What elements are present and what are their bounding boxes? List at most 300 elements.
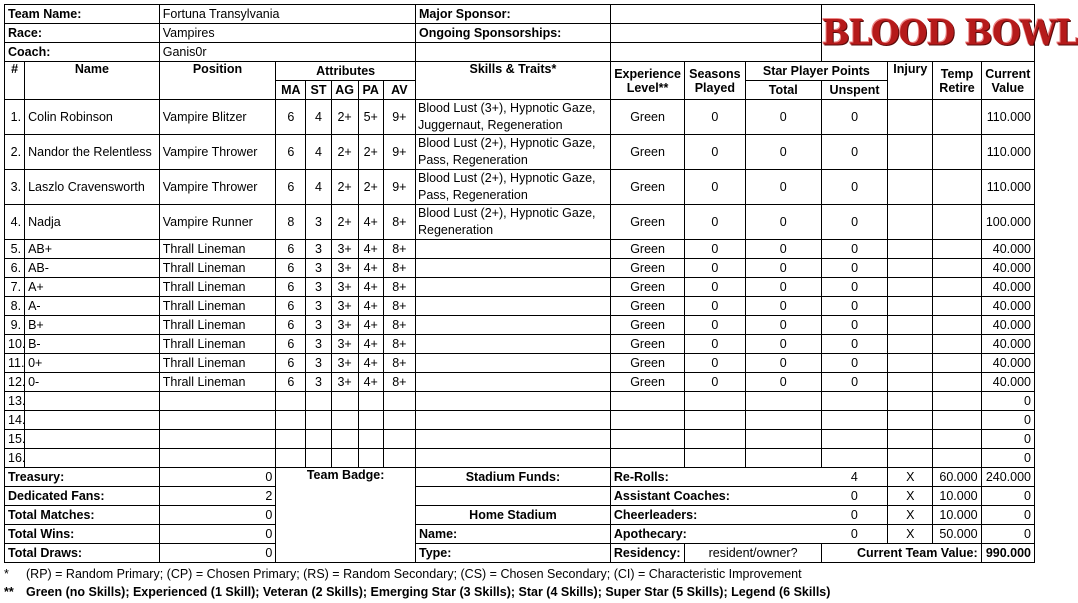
- player-spp-unspent[interactable]: 0: [821, 373, 887, 392]
- player-num: 4.: [5, 205, 25, 240]
- player-ag[interactable]: 3+: [331, 335, 358, 354]
- player-name[interactable]: Nadja: [25, 205, 160, 240]
- player-injury[interactable]: [888, 392, 933, 411]
- player-st[interactable]: 3: [306, 354, 331, 373]
- asst-coaches-label: Assistant Coaches:: [610, 487, 821, 506]
- player-experience[interactable]: Green: [610, 170, 684, 205]
- player-name[interactable]: 0+: [25, 354, 160, 373]
- player-st[interactable]: [306, 411, 331, 430]
- player-av[interactable]: [383, 411, 415, 430]
- player-st[interactable]: 3: [306, 240, 331, 259]
- player-spp-total[interactable]: 0: [745, 278, 821, 297]
- player-ma[interactable]: 6: [276, 373, 306, 392]
- player-av[interactable]: 9+: [383, 170, 415, 205]
- stadium-name-label: Name:: [415, 525, 610, 544]
- player-skills[interactable]: [415, 259, 610, 278]
- player-pa[interactable]: [358, 430, 383, 449]
- player-ma[interactable]: 6: [276, 297, 306, 316]
- player-spp-unspent[interactable]: [821, 449, 887, 468]
- player-seasons[interactable]: 0: [685, 335, 745, 354]
- player-injury[interactable]: [888, 297, 933, 316]
- player-ma[interactable]: [276, 449, 306, 468]
- col-av: AV: [383, 81, 415, 100]
- player-ma[interactable]: 6: [276, 316, 306, 335]
- player-spp-unspent[interactable]: 0: [821, 278, 887, 297]
- player-spp-total[interactable]: [745, 392, 821, 411]
- table-row: [5, 170, 1035, 205]
- player-name[interactable]: AB+: [25, 240, 160, 259]
- player-num: 8.: [5, 297, 25, 316]
- table-row: [5, 205, 1035, 240]
- player-ag[interactable]: 2+: [331, 205, 358, 240]
- player-skills[interactable]: [415, 411, 610, 430]
- player-temp-retire[interactable]: [933, 411, 981, 430]
- col-ag: AG: [331, 81, 358, 100]
- player-position[interactable]: Thrall Lineman: [159, 335, 276, 354]
- player-pa[interactable]: 4+: [358, 335, 383, 354]
- total-wins-value[interactable]: 0: [159, 525, 276, 544]
- player-ma[interactable]: 8: [276, 205, 306, 240]
- player-av[interactable]: 8+: [383, 259, 415, 278]
- player-ma[interactable]: 6: [276, 135, 306, 170]
- player-value[interactable]: 40.000: [981, 259, 1034, 278]
- player-spp-unspent[interactable]: 0: [821, 135, 887, 170]
- player-position[interactable]: Thrall Lineman: [159, 354, 276, 373]
- player-st[interactable]: 3: [306, 278, 331, 297]
- player-seasons[interactable]: 0: [685, 240, 745, 259]
- player-av[interactable]: [383, 449, 415, 468]
- rerolls-qty[interactable]: 4: [821, 468, 887, 487]
- player-num: 2.: [5, 135, 25, 170]
- player-name[interactable]: AB-: [25, 259, 160, 278]
- player-injury[interactable]: [888, 430, 933, 449]
- player-skills[interactable]: [415, 392, 610, 411]
- player-injury[interactable]: [888, 240, 933, 259]
- player-experience[interactable]: Green: [610, 335, 684, 354]
- player-experience[interactable]: [610, 392, 684, 411]
- player-name[interactable]: A+: [25, 278, 160, 297]
- player-value[interactable]: 110.000: [981, 100, 1034, 135]
- player-spp-unspent[interactable]: 0: [821, 354, 887, 373]
- player-num: 11.: [5, 354, 25, 373]
- player-st[interactable]: [306, 392, 331, 411]
- table-row: [5, 316, 1035, 335]
- player-spp-total[interactable]: [745, 449, 821, 468]
- player-ag[interactable]: 3+: [331, 354, 358, 373]
- player-st[interactable]: 3: [306, 259, 331, 278]
- player-temp-retire[interactable]: [933, 135, 981, 170]
- player-temp-retire[interactable]: [933, 354, 981, 373]
- player-seasons[interactable]: 0: [685, 135, 745, 170]
- player-num: 13.: [5, 392, 25, 411]
- note-skills-text: (RP) = Random Primary; (CP) = Chosen Primary; (RS) = Random Secondary; (CS) = Chosen Secondary; (CI) = Characteristic Improvement: [26, 567, 802, 581]
- player-av[interactable]: 9+: [383, 100, 415, 135]
- player-spp-unspent[interactable]: [821, 430, 887, 449]
- stadium-funds-label: Stadium Funds:: [415, 468, 610, 487]
- residency-value[interactable]: resident/owner?: [685, 544, 822, 563]
- player-name[interactable]: Nandor the Relentless: [25, 135, 160, 170]
- dedicated-fans-label: Dedicated Fans:: [5, 487, 160, 506]
- player-seasons[interactable]: 0: [685, 354, 745, 373]
- player-temp-retire[interactable]: [933, 373, 981, 392]
- col-st: ST: [306, 81, 331, 100]
- player-position[interactable]: [159, 449, 276, 468]
- player-pa[interactable]: 4+: [358, 240, 383, 259]
- player-num: 3.: [5, 170, 25, 205]
- player-temp-retire[interactable]: [933, 205, 981, 240]
- player-position[interactable]: Thrall Lineman: [159, 316, 276, 335]
- player-skills[interactable]: [415, 278, 610, 297]
- player-injury[interactable]: [888, 373, 933, 392]
- major-sponsor-value[interactable]: [610, 5, 821, 24]
- col-skills: Skills & Traits*: [415, 62, 610, 100]
- col-seasons-line1: Seasons: [689, 66, 741, 81]
- player-name[interactable]: [25, 411, 160, 430]
- total-draws-value[interactable]: 0: [159, 544, 276, 563]
- player-value[interactable]: 40.000: [981, 240, 1034, 259]
- player-position[interactable]: Vampire Runner: [159, 205, 276, 240]
- player-ma[interactable]: [276, 392, 306, 411]
- player-position[interactable]: Thrall Lineman: [159, 278, 276, 297]
- player-pa[interactable]: 4+: [358, 354, 383, 373]
- player-spp-total[interactable]: [745, 411, 821, 430]
- residency-label: Residency:: [610, 544, 684, 563]
- player-experience[interactable]: Green: [610, 135, 684, 170]
- player-name[interactable]: [25, 430, 160, 449]
- player-experience[interactable]: Green: [610, 278, 684, 297]
- player-name[interactable]: B-: [25, 335, 160, 354]
- ongoing-sponsorships-value[interactable]: [610, 24, 821, 43]
- col-experience-line1: Experience: [614, 66, 681, 81]
- player-pa[interactable]: 4+: [358, 278, 383, 297]
- player-spp-total[interactable]: 0: [745, 170, 821, 205]
- player-spp-total[interactable]: [745, 430, 821, 449]
- player-name[interactable]: A-: [25, 297, 160, 316]
- player-ag[interactable]: [331, 411, 358, 430]
- player-seasons[interactable]: 0: [685, 316, 745, 335]
- player-name[interactable]: B+: [25, 316, 160, 335]
- player-position[interactable]: Vampire Thrower: [159, 135, 276, 170]
- player-position[interactable]: Vampire Thrower: [159, 170, 276, 205]
- player-spp-unspent[interactable]: 0: [821, 205, 887, 240]
- table-row: [5, 297, 1035, 316]
- table-row: [5, 240, 1035, 259]
- player-ag[interactable]: 3+: [331, 259, 358, 278]
- col-seasons: [685, 62, 745, 100]
- player-ma[interactable]: 6: [276, 335, 306, 354]
- apothecary-qty[interactable]: 0: [821, 525, 887, 544]
- player-av[interactable]: 9+: [383, 135, 415, 170]
- player-spp-total[interactable]: 0: [745, 354, 821, 373]
- player-experience[interactable]: Green: [610, 205, 684, 240]
- player-injury[interactable]: [888, 316, 933, 335]
- total-matches-value[interactable]: 0: [159, 506, 276, 525]
- player-num: 10.: [5, 335, 25, 354]
- race-value[interactable]: Vampires: [159, 24, 415, 43]
- player-st[interactable]: 4: [306, 135, 331, 170]
- player-skills[interactable]: [415, 430, 610, 449]
- player-pa[interactable]: [358, 411, 383, 430]
- player-spp-total[interactable]: 0: [745, 373, 821, 392]
- player-pa[interactable]: 5+: [358, 100, 383, 135]
- player-temp-retire[interactable]: [933, 278, 981, 297]
- player-ma[interactable]: 6: [276, 170, 306, 205]
- player-temp-retire[interactable]: [933, 335, 981, 354]
- team-badge-box[interactable]: [276, 468, 416, 563]
- player-seasons[interactable]: 0: [685, 278, 745, 297]
- team-badge-label: Team Badge:: [306, 468, 385, 482]
- player-skills[interactable]: [415, 373, 610, 392]
- player-experience[interactable]: Green: [610, 297, 684, 316]
- player-name[interactable]: [25, 449, 160, 468]
- player-skills[interactable]: [415, 297, 610, 316]
- player-value[interactable]: 40.000: [981, 278, 1034, 297]
- player-st[interactable]: 4: [306, 170, 331, 205]
- treasury-value[interactable]: 0: [159, 468, 276, 487]
- player-skills[interactable]: [415, 316, 610, 335]
- player-av[interactable]: 8+: [383, 278, 415, 297]
- player-experience[interactable]: [610, 430, 684, 449]
- player-seasons[interactable]: [685, 411, 745, 430]
- cheerleaders-qty[interactable]: 0: [821, 506, 887, 525]
- team-name-label: Team Name:: [5, 5, 160, 24]
- player-temp-retire[interactable]: [933, 100, 981, 135]
- player-skills[interactable]: [415, 240, 610, 259]
- player-spp-total[interactable]: 0: [745, 335, 821, 354]
- player-ag[interactable]: 3+: [331, 240, 358, 259]
- player-seasons[interactable]: 0: [685, 373, 745, 392]
- asst-coaches-qty[interactable]: 0: [821, 487, 887, 506]
- player-st[interactable]: 3: [306, 205, 331, 240]
- dedicated-fans-value[interactable]: 2: [159, 487, 276, 506]
- player-st[interactable]: [306, 449, 331, 468]
- player-spp-unspent[interactable]: 0: [821, 297, 887, 316]
- player-position[interactable]: [159, 430, 276, 449]
- player-pa[interactable]: 4+: [358, 259, 383, 278]
- player-st[interactable]: [306, 430, 331, 449]
- asst-coaches-x: X: [888, 487, 933, 506]
- player-injury[interactable]: [888, 259, 933, 278]
- player-spp-unspent[interactable]: 0: [821, 240, 887, 259]
- player-ag[interactable]: [331, 449, 358, 468]
- player-ma[interactable]: 6: [276, 240, 306, 259]
- player-position[interactable]: Thrall Lineman: [159, 240, 276, 259]
- col-seasons-line2: Played: [694, 80, 736, 95]
- player-position[interactable]: [159, 392, 276, 411]
- player-value[interactable]: 110.000: [981, 135, 1034, 170]
- player-name[interactable]: Laszlo Cravensworth: [25, 170, 160, 205]
- player-position[interactable]: Vampire Blitzer: [159, 100, 276, 135]
- player-seasons[interactable]: 0: [685, 170, 745, 205]
- player-ma[interactable]: 6: [276, 278, 306, 297]
- player-ag[interactable]: 3+: [331, 278, 358, 297]
- player-pa[interactable]: 4+: [358, 316, 383, 335]
- team-name-value[interactable]: Fortuna Transylvania: [159, 5, 415, 24]
- player-experience[interactable]: Green: [610, 373, 684, 392]
- player-experience[interactable]: [610, 449, 684, 468]
- player-ag[interactable]: 3+: [331, 297, 358, 316]
- player-spp-unspent[interactable]: 0: [821, 170, 887, 205]
- player-ag[interactable]: 3+: [331, 373, 358, 392]
- player-skills[interactable]: [415, 335, 610, 354]
- player-value[interactable]: 40.000: [981, 354, 1034, 373]
- player-injury[interactable]: [888, 335, 933, 354]
- player-value[interactable]: 0: [981, 449, 1034, 468]
- player-temp-retire[interactable]: [933, 449, 981, 468]
- player-spp-total[interactable]: 0: [745, 205, 821, 240]
- player-spp-total[interactable]: 0: [745, 240, 821, 259]
- current-team-value: 990.000: [981, 544, 1034, 563]
- player-skills[interactable]: [415, 354, 610, 373]
- player-seasons[interactable]: 0: [685, 297, 745, 316]
- player-seasons[interactable]: [685, 449, 745, 468]
- player-pa[interactable]: 4+: [358, 373, 383, 392]
- player-name[interactable]: Colin Robinson: [25, 100, 160, 135]
- player-pa[interactable]: 4+: [358, 205, 383, 240]
- player-position[interactable]: Thrall Lineman: [159, 297, 276, 316]
- player-av[interactable]: 8+: [383, 373, 415, 392]
- player-av[interactable]: 8+: [383, 316, 415, 335]
- table-row: [5, 100, 1035, 135]
- player-ag[interactable]: 2+: [331, 135, 358, 170]
- apothecary-cost: 50.000: [933, 525, 981, 544]
- player-ag[interactable]: 2+: [331, 100, 358, 135]
- player-av[interactable]: 8+: [383, 354, 415, 373]
- player-temp-retire[interactable]: [933, 170, 981, 205]
- player-av[interactable]: [383, 430, 415, 449]
- player-av[interactable]: 8+: [383, 205, 415, 240]
- player-value[interactable]: 40.000: [981, 335, 1034, 354]
- player-av[interactable]: 8+: [383, 297, 415, 316]
- player-injury[interactable]: [888, 100, 933, 135]
- player-av[interactable]: 8+: [383, 335, 415, 354]
- player-ma[interactable]: [276, 430, 306, 449]
- player-injury[interactable]: [888, 411, 933, 430]
- player-value[interactable]: 0: [981, 392, 1034, 411]
- player-seasons[interactable]: 0: [685, 259, 745, 278]
- player-pa[interactable]: 2+: [358, 135, 383, 170]
- player-temp-retire[interactable]: [933, 240, 981, 259]
- player-ag[interactable]: [331, 430, 358, 449]
- player-value[interactable]: 0: [981, 430, 1034, 449]
- sponsor-blank-value[interactable]: [610, 43, 821, 62]
- player-skills[interactable]: [415, 449, 610, 468]
- player-temp-retire[interactable]: [933, 316, 981, 335]
- note-experience-marker: **: [4, 585, 14, 599]
- player-temp-retire[interactable]: [933, 430, 981, 449]
- player-spp-total[interactable]: 0: [745, 259, 821, 278]
- player-value[interactable]: 110.000: [981, 170, 1034, 205]
- player-ma[interactable]: 6: [276, 354, 306, 373]
- col-temp-retire: [933, 62, 981, 100]
- player-skills[interactable]: Blood Lust (2+), Hypnotic Gaze, Pass, Regeneration: [415, 135, 610, 170]
- player-spp-unspent[interactable]: [821, 392, 887, 411]
- player-injury[interactable]: [888, 205, 933, 240]
- player-position[interactable]: Thrall Lineman: [159, 259, 276, 278]
- sponsor-blank[interactable]: [415, 43, 610, 62]
- player-seasons[interactable]: 0: [685, 205, 745, 240]
- player-temp-retire[interactable]: [933, 297, 981, 316]
- player-spp-unspent[interactable]: 0: [821, 100, 887, 135]
- player-experience[interactable]: Green: [610, 354, 684, 373]
- player-ma[interactable]: [276, 411, 306, 430]
- stadium-funds-value[interactable]: [415, 487, 610, 506]
- coach-value[interactable]: Ganis0r: [159, 43, 415, 62]
- player-temp-retire[interactable]: [933, 392, 981, 411]
- player-spp-total[interactable]: 0: [745, 316, 821, 335]
- player-injury[interactable]: [888, 278, 933, 297]
- player-av[interactable]: [383, 392, 415, 411]
- player-st[interactable]: 3: [306, 316, 331, 335]
- player-value[interactable]: 0: [981, 411, 1034, 430]
- player-ag[interactable]: 3+: [331, 316, 358, 335]
- player-st[interactable]: 3: [306, 335, 331, 354]
- player-num: 16.: [5, 449, 25, 468]
- player-experience[interactable]: Green: [610, 240, 684, 259]
- player-injury[interactable]: [888, 135, 933, 170]
- asst-coaches-cost: 10.000: [933, 487, 981, 506]
- player-experience[interactable]: Green: [610, 259, 684, 278]
- player-st[interactable]: 3: [306, 373, 331, 392]
- player-position[interactable]: Thrall Lineman: [159, 373, 276, 392]
- player-ma[interactable]: 6: [276, 259, 306, 278]
- player-injury[interactable]: [888, 449, 933, 468]
- player-skills[interactable]: Blood Lust (3+), Hypnotic Gaze, Juggernaut, Regeneration: [415, 100, 610, 135]
- notes: [4, 565, 1035, 601]
- player-experience[interactable]: [610, 411, 684, 430]
- stadium-type-label: Type:: [415, 544, 610, 563]
- player-spp-total[interactable]: 0: [745, 135, 821, 170]
- player-value[interactable]: 40.000: [981, 297, 1034, 316]
- player-ag[interactable]: 2+: [331, 170, 358, 205]
- player-name[interactable]: [25, 392, 160, 411]
- col-experience-line2: Level**: [626, 80, 669, 95]
- player-temp-retire[interactable]: [933, 259, 981, 278]
- player-skills[interactable]: Blood Lust (2+), Hypnotic Gaze, Regeneration: [415, 205, 610, 240]
- player-ma[interactable]: 6: [276, 100, 306, 135]
- player-seasons[interactable]: [685, 430, 745, 449]
- player-value[interactable]: 100.000: [981, 205, 1034, 240]
- player-st[interactable]: 3: [306, 297, 331, 316]
- player-seasons[interactable]: 0: [685, 100, 745, 135]
- player-position[interactable]: [159, 411, 276, 430]
- player-value[interactable]: 40.000: [981, 316, 1034, 335]
- table-row: [5, 449, 1035, 468]
- player-spp-unspent[interactable]: 0: [821, 316, 887, 335]
- player-pa[interactable]: 2+: [358, 170, 383, 205]
- player-pa[interactable]: [358, 392, 383, 411]
- player-spp-total[interactable]: 0: [745, 297, 821, 316]
- player-name[interactable]: 0-: [25, 373, 160, 392]
- player-experience[interactable]: Green: [610, 100, 684, 135]
- player-injury[interactable]: [888, 354, 933, 373]
- player-spp-unspent[interactable]: [821, 411, 887, 430]
- player-skills[interactable]: Blood Lust (2+), Hypnotic Gaze, Pass, Regeneration: [415, 170, 610, 205]
- col-temp-line1: Temp: [940, 66, 974, 81]
- player-spp-total[interactable]: 0: [745, 100, 821, 135]
- player-ag[interactable]: [331, 392, 358, 411]
- player-injury[interactable]: [888, 170, 933, 205]
- player-pa[interactable]: 4+: [358, 297, 383, 316]
- player-seasons[interactable]: [685, 392, 745, 411]
- player-st[interactable]: 4: [306, 100, 331, 135]
- player-pa[interactable]: [358, 449, 383, 468]
- player-value[interactable]: 40.000: [981, 373, 1034, 392]
- player-av[interactable]: 8+: [383, 240, 415, 259]
- player-spp-unspent[interactable]: 0: [821, 259, 887, 278]
- player-experience[interactable]: Green: [610, 316, 684, 335]
- player-spp-unspent[interactable]: 0: [821, 335, 887, 354]
